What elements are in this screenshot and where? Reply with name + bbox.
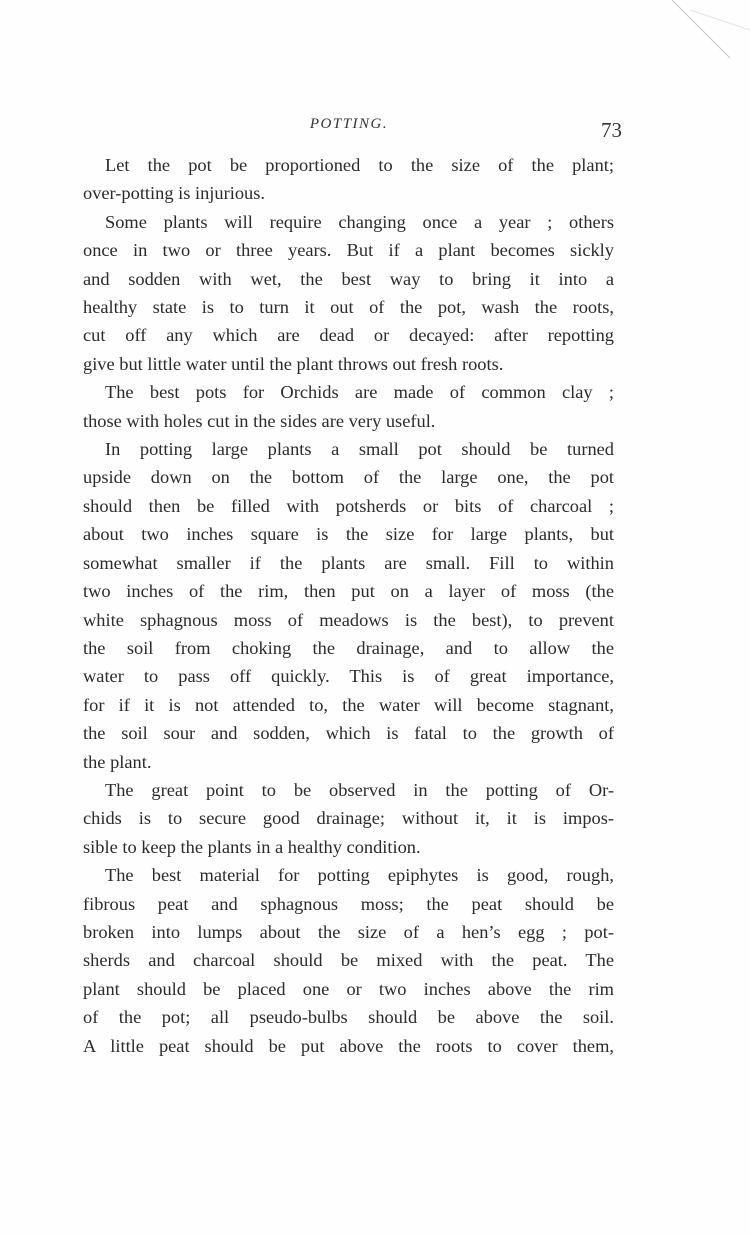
- text-line: The best pots for Orchids are made of common clay ;: [105, 382, 614, 403]
- text-line: plant should be placed one or two inches above the rim: [83, 978, 614, 999]
- text-line: the soil sour and sodden, which is fatal to the growth of: [83, 723, 614, 744]
- page-number: 73: [601, 118, 622, 142]
- text-line: sherds and charcoal should be mixed with the peat. The: [83, 950, 614, 971]
- text-line: white sphagnous moss of meadows is the best), to prevent: [83, 609, 614, 630]
- text-line: broken into lumps about the size of a hen’s egg ; pot-: [83, 921, 614, 942]
- text-line: and sodden with wet, the best way to bring it into a: [83, 268, 614, 289]
- text-line: about two inches square is the size for large plants, but: [83, 524, 614, 545]
- body-text: [83, 151, 614, 1060]
- text-line: over-potting is injurious.: [83, 183, 265, 204]
- text-line: those with holes cut in the sides are very useful.: [83, 410, 436, 431]
- text-line: Some plants will require changing once a year ; others: [105, 211, 614, 232]
- paragraph-2: [83, 208, 614, 378]
- text-line: upside down on the bottom of the large one, the pot: [83, 467, 614, 488]
- text-line: the soil from choking the drainage, and to allow the: [83, 637, 614, 658]
- text-line: Let the pot be proportioned to the size of the plant;: [105, 155, 614, 175]
- text-line: the plant.: [83, 751, 152, 772]
- text-line: The best material for potting epiphytes is good, rough,: [105, 865, 614, 886]
- text-line: A little peat should be put above the roots to cover them,: [83, 1035, 614, 1056]
- paragraph-6: [83, 861, 614, 1060]
- running-head: [80, 116, 622, 142]
- text-line: In potting large plants a small pot should be turned: [105, 439, 614, 460]
- text-line: cut off any which are dead or decayed: after repotting: [83, 325, 614, 346]
- text-line: two inches of the rim, then put on a layer of moss (the: [83, 581, 614, 602]
- text-line: give but little water until the plant throws out fresh roots.: [83, 353, 504, 374]
- text-line: for if it is not attended to, the water will become stagnant,: [83, 694, 614, 715]
- text-line: sible to keep the plants in a healthy condition.: [83, 836, 421, 857]
- text-line: once in two or three years. But if a plant becomes sickly: [83, 240, 614, 261]
- page-corner-fold-mark: [670, 0, 750, 60]
- text-line: fibrous peat and sphagnous moss; the peat should be: [83, 893, 614, 914]
- paragraph-1: [83, 151, 614, 208]
- text-line: chids is to secure good drainage; without it, it is impos-: [83, 808, 614, 829]
- text-line: should then be filled with potsherds or bits of charcoal ;: [83, 495, 614, 516]
- running-title: POTTING.: [309, 116, 389, 132]
- paragraph-4: [83, 435, 614, 776]
- text-line: water to pass off quickly. This is of great importance,: [83, 666, 614, 687]
- paragraph-3: [83, 378, 614, 435]
- text-line: The great point to be observed in the potting of Or-: [105, 779, 614, 800]
- text-line: somewhat smaller if the plants are small. Fill to within: [83, 552, 614, 573]
- text-line: of the pot; all pseudo-bulbs should be above the soil.: [83, 1007, 614, 1028]
- text-line: healthy state is to turn it out of the pot, wash the roots,: [83, 297, 614, 318]
- paragraph-5: [83, 776, 614, 861]
